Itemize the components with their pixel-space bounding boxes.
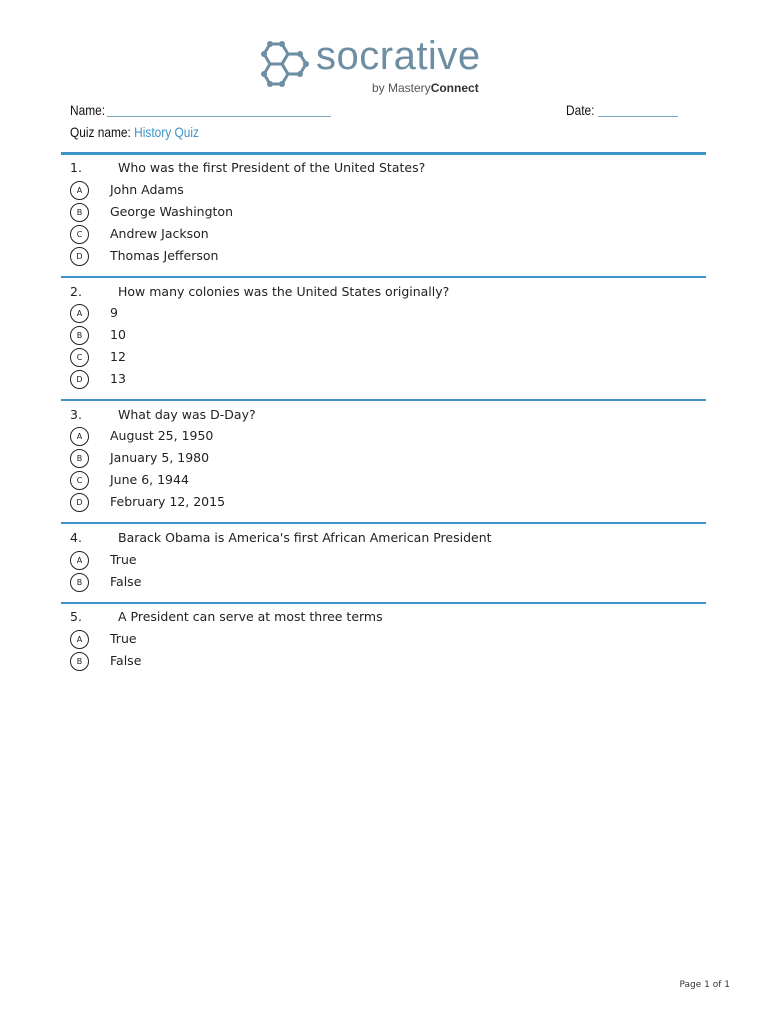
answer-bubble-a[interactable]: A xyxy=(70,630,89,649)
question-number: 1. xyxy=(70,160,82,175)
quiz-name-label: Quiz name: xyxy=(70,124,131,140)
date-label: Date: xyxy=(566,102,595,118)
answer-bubble-c[interactable]: C xyxy=(70,348,89,367)
answer-bubble-d[interactable]: D xyxy=(70,370,89,389)
answer-bubble-a[interactable]: A xyxy=(70,551,89,570)
question-divider xyxy=(61,399,706,401)
option-text: True xyxy=(110,631,137,646)
option-text: Andrew Jackson xyxy=(110,226,209,241)
answer-bubble-c[interactable]: C xyxy=(70,225,89,244)
question-text: A President can serve at most three terms xyxy=(118,609,383,624)
name-field[interactable] xyxy=(107,116,331,117)
question-divider xyxy=(61,522,706,524)
question-number: 4. xyxy=(70,530,82,545)
date-field[interactable] xyxy=(598,116,678,117)
question-divider xyxy=(61,276,706,278)
option-text: August 25, 1950 xyxy=(110,428,214,443)
brand-name: socrative xyxy=(316,34,481,78)
option-text: 12 xyxy=(110,349,126,364)
option-text: January 5, 1980 xyxy=(110,450,210,465)
answer-bubble-d[interactable]: D xyxy=(70,247,89,266)
question-text: How many colonies was the United States originally? xyxy=(118,284,450,299)
tagline-bold: Connect xyxy=(430,81,479,95)
answer-bubble-b[interactable]: B xyxy=(70,203,89,222)
answer-bubble-c[interactable]: C xyxy=(70,471,89,490)
question-text: Barack Obama is America's first African American President xyxy=(118,530,492,545)
page-number: Page 1 of 1 xyxy=(679,980,730,990)
quiz-name-value: History Quiz xyxy=(134,124,199,140)
question-number: 5. xyxy=(70,609,82,624)
socrative-logo xyxy=(254,34,516,96)
option-text: 13 xyxy=(110,371,126,386)
option-text: February 12, 2015 xyxy=(110,494,226,509)
option-text: George Washington xyxy=(110,204,233,219)
answer-bubble-d[interactable]: D xyxy=(70,493,89,512)
answer-bubble-b[interactable]: B xyxy=(70,326,89,345)
answer-bubble-b[interactable]: B xyxy=(70,449,89,468)
header-divider xyxy=(61,152,706,155)
answer-bubble-b[interactable]: B xyxy=(70,652,89,671)
option-text: Thomas Jefferson xyxy=(110,248,219,263)
answer-bubble-a[interactable]: A xyxy=(70,181,89,200)
option-text: True xyxy=(110,552,137,567)
option-text: John Adams xyxy=(110,182,184,197)
name-label: Name: xyxy=(70,102,106,118)
answer-bubble-b[interactable]: B xyxy=(70,573,89,592)
answer-bubble-a[interactable]: A xyxy=(70,304,89,323)
question-number: 2. xyxy=(70,284,82,299)
tagline-prefix: by Mastery xyxy=(372,81,431,95)
brand-tagline xyxy=(372,81,479,95)
question-number: 3. xyxy=(70,407,82,422)
option-text: False xyxy=(110,653,142,668)
hexagon-molecule-icon xyxy=(254,40,314,92)
question-divider xyxy=(61,602,706,604)
answer-bubble-a[interactable]: A xyxy=(70,427,89,446)
option-text: June 6, 1944 xyxy=(110,472,189,487)
quiz-name-row xyxy=(70,124,199,140)
option-text: 9 xyxy=(110,305,118,320)
question-text: What day was D-Day? xyxy=(118,407,256,422)
option-text: 10 xyxy=(110,327,126,342)
question-text: Who was the first President of the United States? xyxy=(118,160,426,175)
option-text: False xyxy=(110,574,142,589)
